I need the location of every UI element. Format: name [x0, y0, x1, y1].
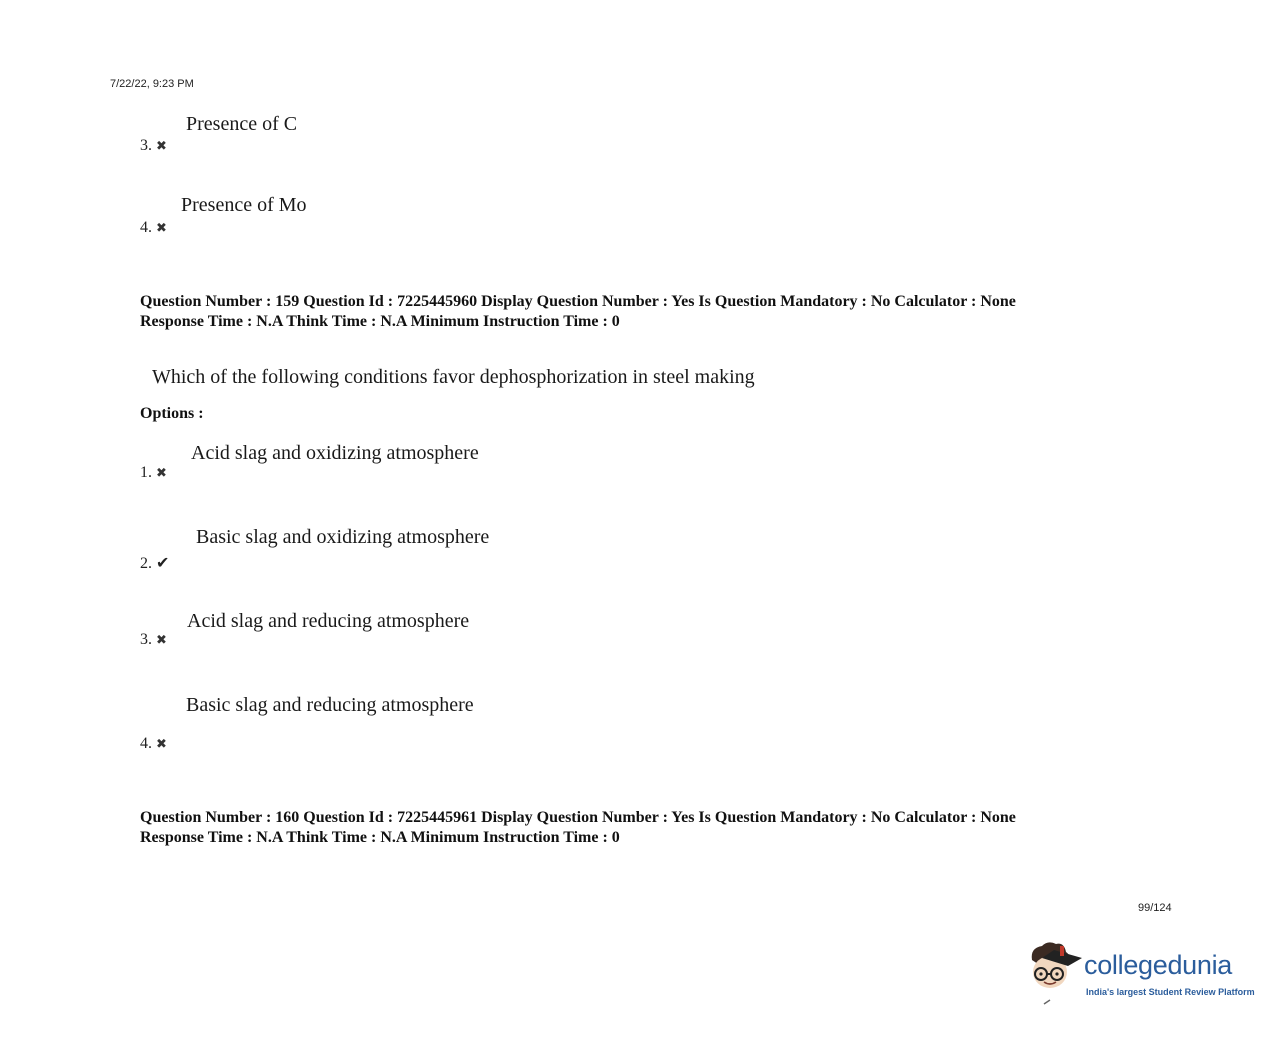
check-icon: ✔ [156, 555, 170, 572]
option-number [140, 464, 167, 482]
question-text: Which of the following conditions favor dephosphorization in steel making [152, 366, 755, 388]
option-number-label: 1. [140, 464, 152, 481]
option-text: Acid slag and oxidizing atmosphere [191, 442, 479, 464]
options-label: Options : [140, 405, 204, 422]
logo-wordmark: collegedunia [1084, 950, 1233, 980]
question-meta-line2: Response Time : N.A Think Time : N.A Minimum Instruction Time : 0 [140, 829, 620, 846]
page-number: 99/124 [1138, 902, 1172, 914]
option-number-label: 4. [140, 219, 152, 236]
option-number [140, 137, 167, 155]
question-meta [140, 292, 1016, 332]
option-number [140, 553, 169, 573]
question-meta [140, 808, 1016, 848]
cross-icon: ✖ [156, 736, 167, 751]
cross-icon: ✖ [156, 138, 167, 153]
cross-icon: ✖ [156, 220, 167, 235]
cross-icon: ✖ [156, 465, 167, 480]
mascot-icon [1024, 938, 1086, 1008]
option-number [140, 735, 167, 753]
option-number-label: 3. [140, 631, 152, 648]
option-text: Presence of C [186, 113, 298, 135]
option-number [140, 219, 167, 237]
option-text: Basic slag and oxidizing atmosphere [196, 526, 490, 548]
option-number-label: 2. [140, 555, 152, 572]
cross-icon: ✖ [156, 632, 167, 647]
print-timestamp: 7/22/22, 9:23 PM [110, 78, 194, 90]
question-meta-line2: Response Time : N.A Think Time : N.A Minimum Instruction Time : 0 [140, 313, 620, 330]
option-text: Acid slag and reducing atmosphere [187, 610, 470, 632]
option-number-label: 4. [140, 735, 152, 752]
option-number [140, 631, 167, 649]
question-meta-line1: Question Number : 159 Question Id : 7225445960 Display Question Number : Yes Is Question Mandatory : No Calculator : None [140, 293, 1016, 310]
question-meta-line1: Question Number : 160 Question Id : 7225445961 Display Question Number : Yes Is Question Mandatory : No Calculator : None [140, 809, 1016, 826]
option-text: Basic slag and reducing atmosphere [186, 694, 474, 716]
logo-tagline: India's largest Student Review Platform [1086, 987, 1255, 997]
option-number-label: 3. [140, 137, 152, 154]
option-text: Presence of Mo [181, 194, 307, 216]
